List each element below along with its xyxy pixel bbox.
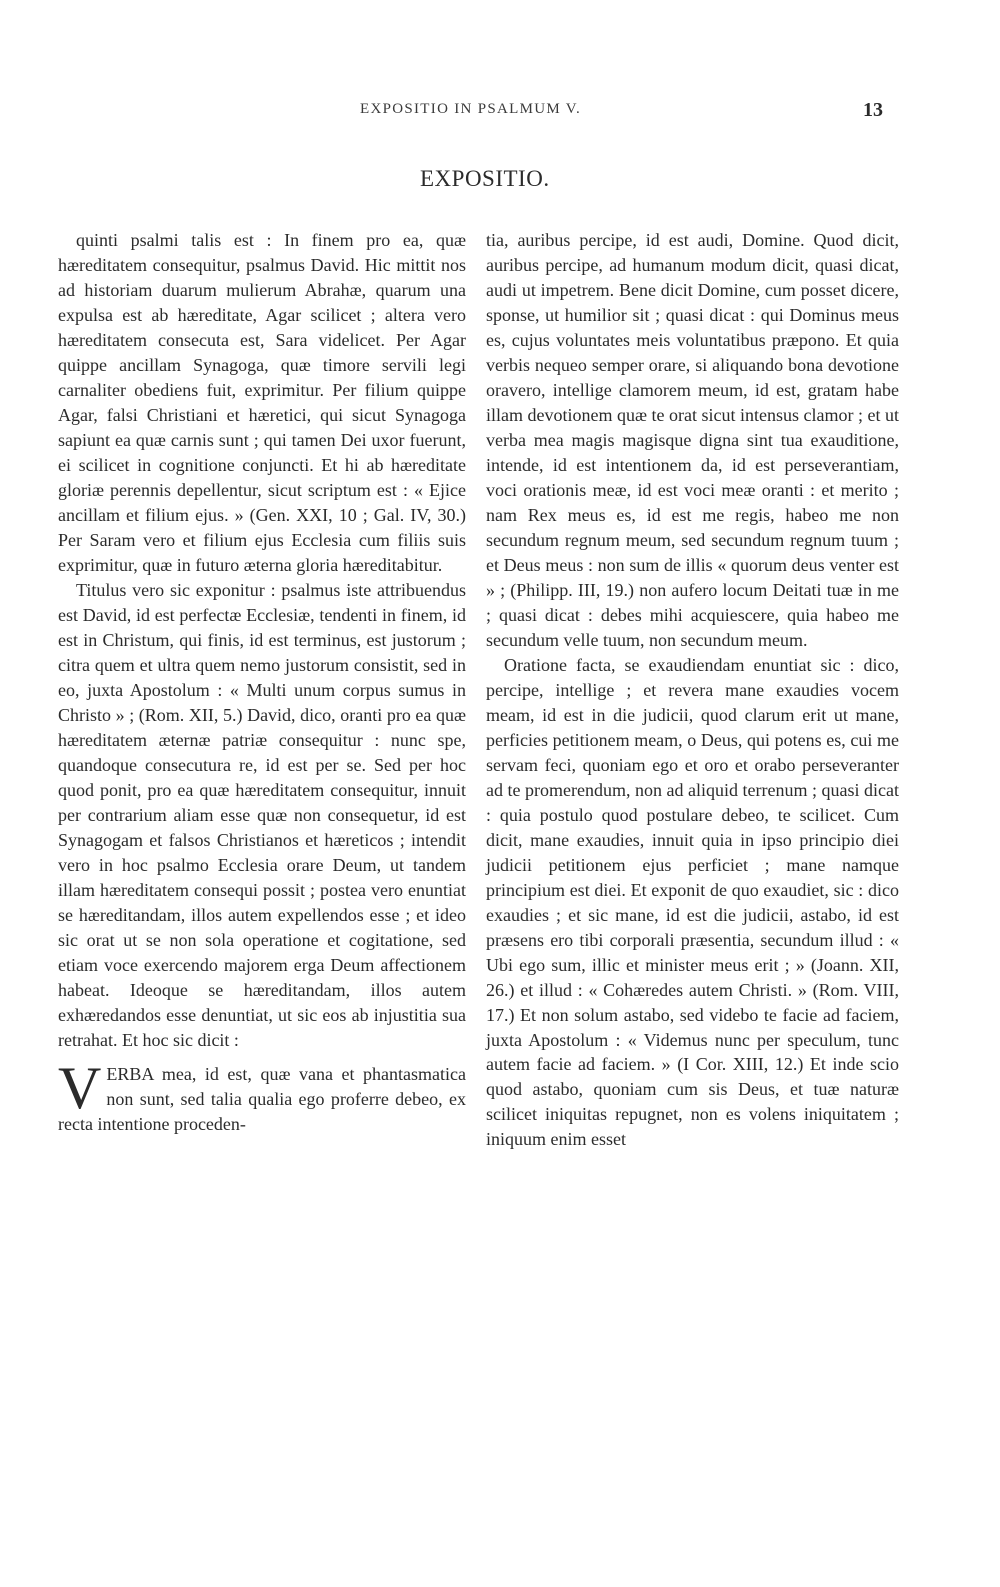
left-paragraph-3-text: ERBA mea, id est, quæ vana et phantasmatica non sunt, sed talia qualia ego proferre debeo, ex recta intentione proceden- [58,1064,466,1135]
page-number: 13 [863,99,883,121]
left-paragraph-3 [58,1055,466,1137]
section-title: EXPOSITIO. [420,166,550,191]
running-head: EXPOSITIO IN PSALMUM V. [360,101,582,117]
right-paragraph-2: Oratione facta, se exaudiendam enuntiat sic : dico, percipe, intellige ; et revera mane exaudies vocem meam, id est in die judicii, quod clarum erit ut mane, perficies petitionem meam, o Deus, qui potens es, cui me servam feci, quoniam ego et oro et orabo perseveranter ad te promerendum, non ad aliquid terrenum ; quasi dicat : quia postulo quod postulare debeo, te scilicet. Cum dicit, mane exaudies, innuit quia in ipso principio diei judicii petitionem ejus perficiet ; mane namque principium est diei. Et exponit de quo exaudiet, sic : dico exaudies ; et sic mane, id est die judicii, astabo, id est præsens ero tibi corporali præsentia, secundum illud : « Ubi ego sum, illic et minister meus erit ; » (Joann. XII, 26.) et illud : « Cohæredes autem Christi. » (Rom. VIII, 17.) Et non solum astabo, sed videbo te facie ad faciem, juxta Apostolum : « Videmus nunc per speculum, tunc autem facie ad faciem. » (I Cor. XIII, 12.) Et inde scio quod astabo, quoniam cum sis Deus, et tuæ naturæ scilicet iniquitas repugnet, non es volens iniquitatem ; iniquum enim esset [486,654,899,1150]
drop-cap: V [58,1055,102,1122]
left-column [58,228,466,1137]
right-paragraph-1: tia, auribus percipe, id est audi, Domine. Quod dicit, auribus percipe, ad humanum modum dicit, quasi dicat, audi ut impetrem. Bene dicit Domine, cum posset dicere, sponse, ut humilior sit ; quasi dicat : qui Dominus meus es, cujus voluntates meis voluntatibus præpono. Et quia verbis nequeo semper orare, si aliquando bona devotione oravero, intellige clamorem meum, id est, gratam habe illam devotionem quæ te orat sicut intensus clamor ; et ut verba mea magis magisque digna sint tua exauditione, intende, id est intentionem da, id est perseverantiam, voci orationis meæ, id est voci meæ oranti : et merito ; nam Rex meus es, id est me regis, habeo me non secundum regnum meum, sed secundum regnum tuum ; et Deus meus : non sum de illis « quorum deus venter est » ; (Philipp. III, 19.) non aufero locum Deitati tuæ in me ; quasi dicat : debes mihi acquiescere, quia habeo me secundum velle tuum, non secundum meum. [486,230,899,650]
left-paragraph-1: quinti psalmi talis est : In finem pro ea, quæ hæreditatem consequitur, psalmus David. Hic mittit nos ad historiam duarum mulierum Abrahæ, quarum una expulsa est ab hæreditate, Agar scilicet ; altera vero hæreditatem consecuta est, Sara videlicet. Per Agar quippe ancillam Synagoga, quæ timore servili legi carnaliter obediens fuit, exprimitur. Per filium quippe Agar, falsi Christiani et hæretici, qui sicut Synagoga sapiunt ea quæ carnis sunt ; qui tamen Dei uxor fuerunt, ei scilicet in cognitione conjuncti. Et hi ab hæreditate gloriæ perennis depellentur, sicut scriptum est : « Ejice ancillam et filium ejus. » (Gen. XXI, 10 ; Gal. IV, 30.) Per Saram vero et filium ejus Ecclesia cum filiis suis exprimitur, quæ in futuro æterna gloria hæreditabitur. [58,230,466,575]
right-column [486,228,899,1152]
left-paragraph-2: Titulus vero sic exponitur : psalmus iste attribuendus est David, id est perfectæ Ecclesiæ, tendenti in finem, id est in Christum, qui finis, id est terminus, est justorum ; citra quem et ultra quem nemo justorum consistit, sed in eo, juxta Apostolum : « Multi unum corpus sumus in Christo » ; (Rom. XII, 5.) David, dico, oranti pro ea quæ hæreditatem æternæ patriæ consequitur : nunc spe, quandoque consecutura re, id est per se. Sed per hoc quod ponit, pro ea quæ hæreditatem consequitur, innuit per contrarium aliam esse quæ non consequetur, id est Synagogam et falsos Christianos et hæreticos ; intendit vero in hoc psalmo Ecclesia orare Deum, ut tandem illam hæreditatem consequi possit ; postea vero enuntiat se hæreditandam, illos autem expellendos esse ; et ideo sic orat ut se non sola operatione et cogitatione, sed etiam voce exercendo majorem erga Deum affectionem habeat. Ideoque se hæreditandam, illos autem exhæredandos esse denuntiat, ut sic eos ab injustitia sua retrahat. Et hoc sic dicit : [58,579,466,1050]
